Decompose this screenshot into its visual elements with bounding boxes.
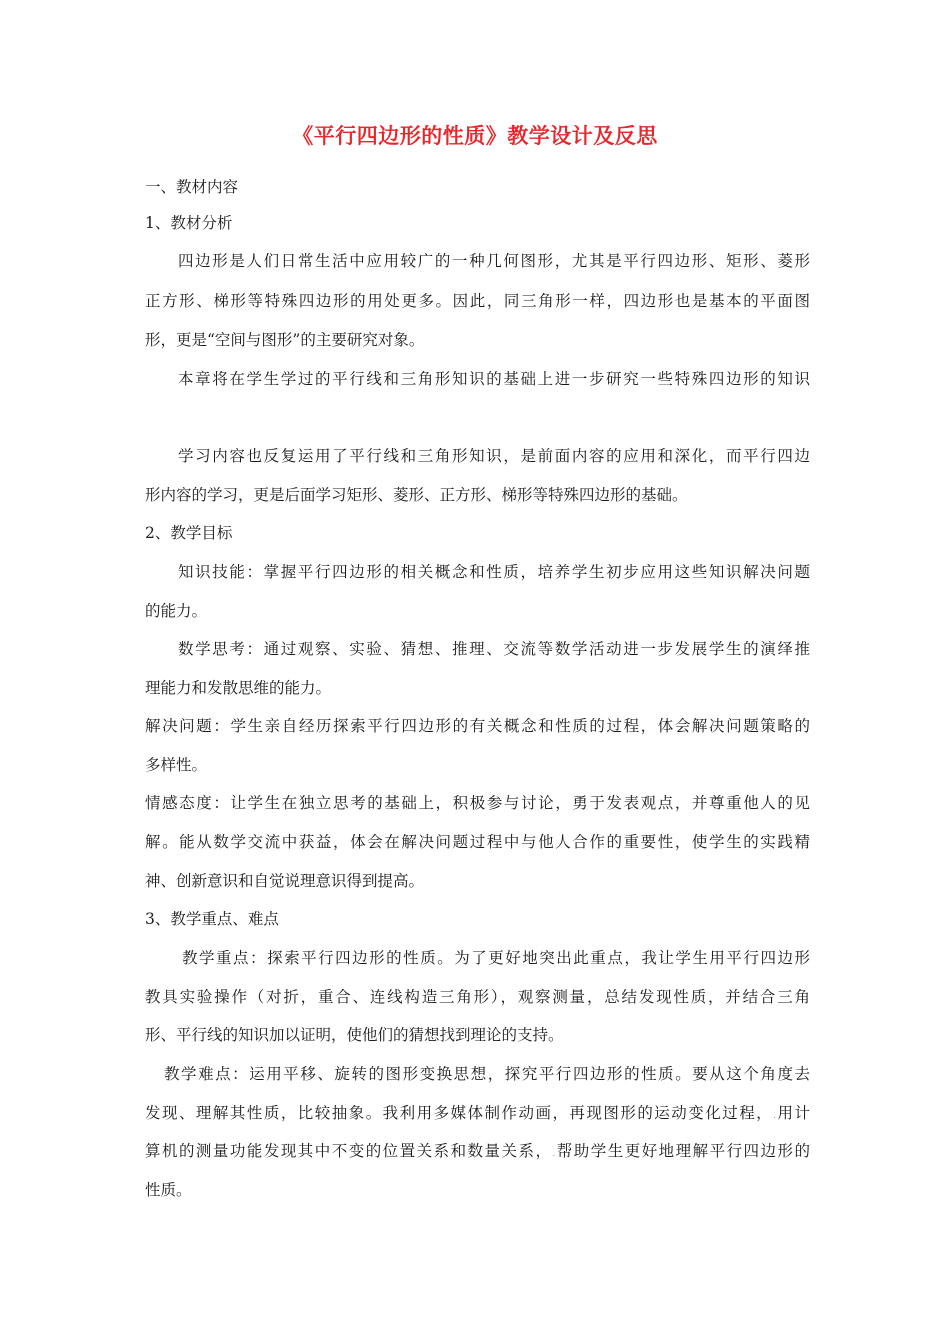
stray-mark-1: . <box>773 1111 777 1121</box>
subsection-heading-analysis: 1、教材分析 <box>145 214 233 232</box>
analysis-paragraph-2-line-1: 本章将在学生学过的平行线和三角形知识的基础上进一步研究一些特殊四边形的知识 <box>178 370 810 388</box>
goal-problem-line-1: 解决问题：学生亲自经历探索平行四边形的有关概念和性质的过程，体会解决问题策略的 <box>145 717 810 735</box>
goal-thinking-line-2: 理能力和发散思维的能力。 <box>145 679 332 697</box>
difficulty-line-4: 性质。 <box>145 1181 192 1199</box>
section-heading-textbook: 一、教材内容 <box>145 178 239 196</box>
analysis-paragraph-1-line-2: 正方形、梯形等特殊四边形的用处更多。因此，同三角形一样，四边形也是基本的平面图 <box>145 292 810 310</box>
difficulty-line-2-text-b: 用计 <box>776 1104 810 1122</box>
analysis-paragraph-1-line-1: 四边形是人们日常生活中应用较广的一种几何图形，尤其是平行四边形、矩形、菱形 <box>178 252 810 270</box>
analysis-paragraph-3-line-2: 形内容的学习，更是后面学习矩形、菱形、正方形、梯形等特殊四边形的基础。 <box>145 486 688 504</box>
keypoint-line-2: 教具实验操作（对折，重合、连线构造三角形），观察测量，总结发现性质，并结合三角 <box>145 988 810 1006</box>
goal-knowledge-line-1: 知识技能：掌握平行四边形的相关概念和性质，培养学生初步应用这些知识解决问题 <box>178 563 810 581</box>
goal-problem-line-2: 多样性。 <box>145 756 208 774</box>
goal-knowledge-line-2: 的能力。 <box>145 602 208 620</box>
keypoint-line-3: 形、平行线的知识加以证明，使他们的猜想找到理论的支持。 <box>145 1026 564 1044</box>
difficulty-line-3 <box>145 1141 810 1164</box>
subsection-heading-goals: 2、教学目标 <box>145 524 233 542</box>
keypoint-line-1: 教学重点：探索平行四边形的性质。为了更好地突出此重点，我让学生用平行四边形 <box>182 949 810 967</box>
document-title: 《平行四边形的性质》教学设计及反思 <box>292 123 658 148</box>
difficulty-line-3-text-a: 算机的测量功能发现其中不变的位置关系和数量关系， <box>145 1142 553 1160</box>
difficulty-line-1: 教学难点：运用平移、旋转的图形变换思想，探究平行四边形的性质。要从这个角度去 <box>164 1065 810 1083</box>
difficulty-line-2-text-a: 发现、理解其性质，比较抽象。我利用多媒体制作动画，再现图形的运动变化过程， <box>145 1104 774 1122</box>
goal-thinking-line-1: 数学思考：通过观察、实验、猜想、推理、交流等数学活动进一步发展学生的演绎推 <box>178 640 810 658</box>
difficulty-line-2 <box>145 1103 810 1126</box>
difficulty-line-3-text-b: 帮助学生更好地理解平行四边形的 <box>555 1142 810 1160</box>
subsection-heading-keypoints: 3、教学重点、难点 <box>145 910 279 928</box>
analysis-paragraph-1-line-3: 形，更是“空间与图形”的主要研究对象。 <box>145 331 425 349</box>
stray-mark-2: . <box>552 1149 556 1159</box>
goal-emotion-line-2: 解。能从数学交流中获益，体会在解决问题过程中与他人合作的重要性，使学生的实践精 <box>145 833 810 851</box>
goal-emotion-line-3: 神、创新意识和自觉说理意识得到提高。 <box>145 872 425 890</box>
analysis-paragraph-3-line-1: 学习内容也反复运用了平行线和三角形知识，是前面内容的应用和深化，而平行四边 <box>178 447 810 465</box>
goal-emotion-line-1: 情感态度：让学生在独立思考的基础上，积极参与讨论，勇于发表观点，并尊重他人的见 <box>145 794 810 812</box>
